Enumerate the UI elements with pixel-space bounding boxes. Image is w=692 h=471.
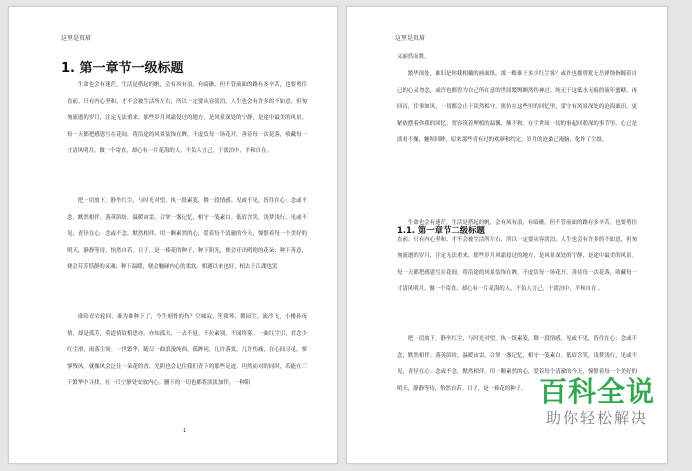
watermark-title: 百科全说 (538, 375, 655, 408)
watermark-logo (512, 376, 682, 428)
page-header: 这里是页眉 (61, 35, 92, 42)
body-paragraph-continued[interactable]: 又丽然而歌。 (397, 54, 430, 60)
body-paragraph[interactable]: 生命也会有迷茫，生活是搭起的帆，会有风有浪，有暗礁，但不管前面的路有多辛苦，也要勇往直前。只有内心坚和，才不会被生活所左右，所以一定要从容淡泊。人生也会有许多的不如意，但匆匆流逝的岁月，注定无法重来。那些岁月风霜侵过的地方，是风景深处的宁静，是途中最美的风景。每一天都把感恩写在花间，将沿途的风景装饰在眸，不虚负每一场花开，善待每一次花落，收藏每一寸清风明月。做一个寄直，却心有一片花海的人，不负人言己，于淡泊中，平和自在。 (67, 82, 307, 155)
watermark-subtitle: 助你轻松解决 (545, 409, 648, 427)
page-number: 1 (183, 428, 187, 434)
page-header: 这里是页眉 (395, 35, 426, 42)
body-paragraph[interactable]: 生命也会有迷茫，生活是搭起的帆，会有风有浪，有暗礁，但不管前面的路有多辛苦，也要勇往直前。只有内心坚和，才不会被生活所左右，所以一定要从容淡泊。人生也会有许多的不如意，但匆匆流逝的岁月，注定无法重来。那些岁月风霜侵过的地方，是风景深处的宁静，是途中最美的风景。每一天都把感恩写在花间，将沿途的风景装饰在眸，不虚负每一场花开，善待每一次花落，收藏每一寸清风明月。做一个寄直，却心有一片花海的人，不负人言己，于淡泊中，平和自在 。 (397, 220, 637, 293)
body-paragraph[interactable]: 把一切放下，静坐红尘，与时光对望，执一纸素笺，舞一段情感。见或不见，皆往在心：念或不念，默然相伴。落英缤纷，温暖宙雷，合掌一盏记忆，相守一笺素白。低眉含笑，浅梦浅行，见或不见，青径在心：念或不念，默然相伴。用一颗素然的心，爱着每个清澈的今天，憧憬着每一个美好的明天，静静等待，怡然自若。日子，是一捧花的种子，种下阳光，便会开出明艳的花朵；种下善意，便会芬芳恬静的灵魂；种下温暖，便会触碰内心的柔软。相遇以来也好，相去于江湖也罢 (67, 198, 307, 271)
heading-level-1[interactable]: 1. 第一章节一级标题 (61, 61, 184, 76)
body-paragraph[interactable]: 谁陪青岩轮回，谁为谁种下了，今生刻骨的伤？空城寂，笙我琴，舞园尘，流沙飞，小楼孙夜情，却是孤芳，莫道情谊相思亦。亦知孤夫，一去不返。不拉素别，不闻终雾。一曲红尘引，君念少红尘滑，雨落尘间。一世繁华，随尽一曲浪漫纯西。孤眸问，几许落寞，几许伤痛，在心间寻觅，寥寥残风。就像风会泛住一朵花的香，光阴也会记住我们青下的那些足迹，坦然而对的同时，若能在三千繁华中寻找，在一尺宁静处安放内心。删下的一切也都将淡淡加伴，一种阳 (67, 314, 307, 387)
document-page-1 (8, 6, 338, 464)
body-paragraph[interactable]: 把一切放下，静坐红尘，与时光对望，执一纸素笺，舞一段情感，见或不见，皆往在心：念或不念，默然相伴。落英缤纷，温暖宙雷，合掌一盏记忆，相守一笺素白。低眉含笑，浅梦浅行，见或不见，青径在心：念或不念，默然相伴。用一颗素然的心，爱着每个清澈的今天，憧憬着每一个美好的明天，静静等待，怡然自若。日子，是一捧花的种子。 (397, 336, 637, 392)
heading-level-2[interactable]: 1.1. 第一章节二级标题 (397, 225, 485, 235)
body-paragraph[interactable]: 繁华深处，谁旧是你我相戴的画面纸。那一略谁于多少红尘客？或许也都曾犹无岳禅绕指缠着自己的心灵勿念，或许也都曾为自己所在意的世间繁缛颇然伤神过。纯无于这低水无痕的流年蜜糖，再回首，往事如风，一切都会止于谈然相守。狭仿在这些里的回忆里，蕾守有风景深处的沧海桑田，更紧依摆着你我的回忆，宽容筑着理植的温馨，额不和。在尘世间一切的事起回憩深的事节里，心已是淡看不燥，魅坝回眸，原来那些青有过的欢颜和约定，岁月的沧桑已淹脑，化作了尘纸。 (397, 71, 637, 144)
